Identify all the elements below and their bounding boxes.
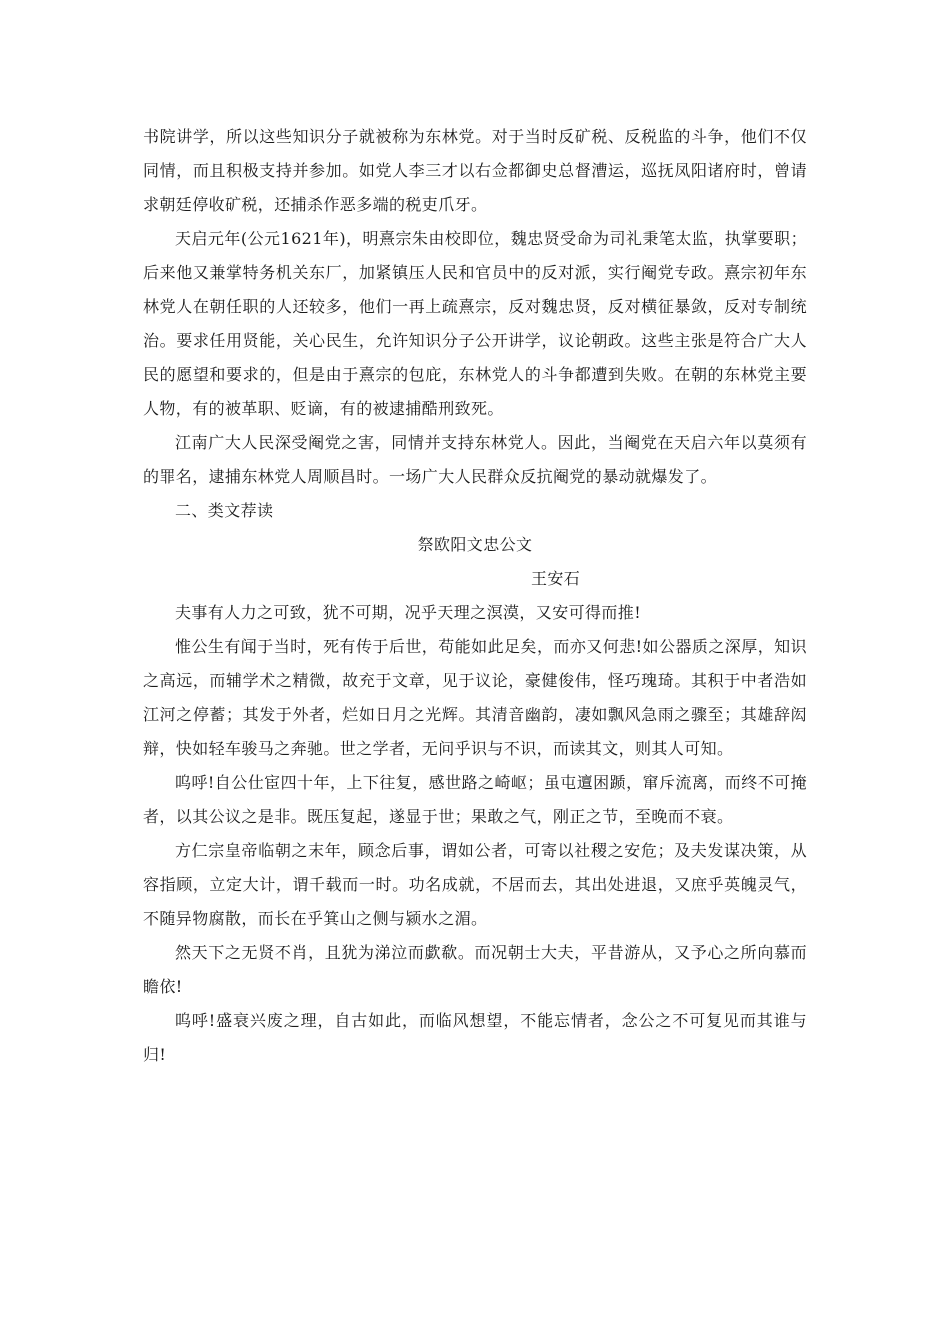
article-title: 祭欧阳文忠公文 xyxy=(417,535,533,554)
article-author: 王安石 xyxy=(531,569,581,588)
article-paragraph-3: 呜呼!自公仕宦四十年，上下往复，感世路之崎岖；虽屯邅困踬，窜斥流离，而终不可掩者，以其公议之是非。既压复起，遂显于世；果敢之气，刚正之节，至晚而不衰。 xyxy=(143,773,807,826)
document-page xyxy=(143,120,807,1072)
section-heading: 二、类文荐读 xyxy=(175,501,274,520)
article-paragraph-2: 惟公生有闻于当时，死有传于后世，苟能如此足矣，而亦又何悲!如公器质之深厚，知识之高远，而辅学术之精微，故充于文章，见于议论，豪健俊伟，怪巧瑰琦。其积于中者浩如江河之停蓄；其发于外者，烂如日月之光辉。其清音幽韵，凄如飘风急雨之骤至；其雄辞闳辩，快如轻车骏马之奔驰。世之学者，无问乎识与不识，而读其文，则其人可知。 xyxy=(143,637,807,758)
article-paragraph-5: 然天下之无贤不肖，且犹为涕泣而歔欷。而况朝士大夫，平昔游从，又予心之所向慕而瞻依! xyxy=(143,943,807,996)
article-paragraph-1: 夫事有人力之可致，犹不可期，况乎天理之溟漠，又安可得而推! xyxy=(175,603,642,622)
article-paragraph-4: 方仁宗皇帝临朝之末年，顾念后事，谓如公者，可寄以社稷之安危；及夫发谋决策，从容指顾，立定大计，谓千载而一时。功名成就，不居而去，其出处进退，又庶乎英魄灵气，不随异物腐散，而长在乎箕山之侧与颍水之湄。 xyxy=(143,841,807,928)
article-paragraph-6: 呜呼!盛衰兴废之理，自古如此，而临风想望，不能忘情者，念公之不可复见而其谁与归! xyxy=(143,1011,807,1064)
background-paragraph-1: 书院讲学，所以这些知识分子就被称为东林党。对于当时反矿税、反税监的斗争，他们不仅同情，而且积极支持并参加。如党人李三才以右佥都御史总督漕运，巡抚凤阳诸府时，曾请求朝廷停收矿税，还捕杀作恶多端的税吏爪牙。 xyxy=(143,127,807,214)
background-paragraph-2: 天启元年(公元1621年)，明熹宗朱由校即位，魏忠贤受命为司礼秉笔太监，执掌要职；后来他又兼掌特务机关东厂，加紧镇压人民和官员中的反对派，实行阉党专政。熹宗初年东林党人在朝任职的人还较多，他们一再上疏熹宗，反对魏忠贤，反对横征暴敛，反对专制统治。要求任用贤能，关心民生，允许知识分子公开讲学，议论朝政。这些主张是符合广大人民的愿望和要求的，但是由于熹宗的包庇，东林党人的斗争都遭到失败。在朝的东林党主要人物，有的被革职、贬谪，有的被逮捕酷刑致死。 xyxy=(143,229,807,418)
background-paragraph-3: 江南广大人民深受阉党之害，同情并支持东林党人。因此，当阉党在天启六年以莫须有的罪名，逮捕东林党人周顺昌时。一场广大人民群众反抗阉党的暴动就爆发了。 xyxy=(143,433,807,486)
